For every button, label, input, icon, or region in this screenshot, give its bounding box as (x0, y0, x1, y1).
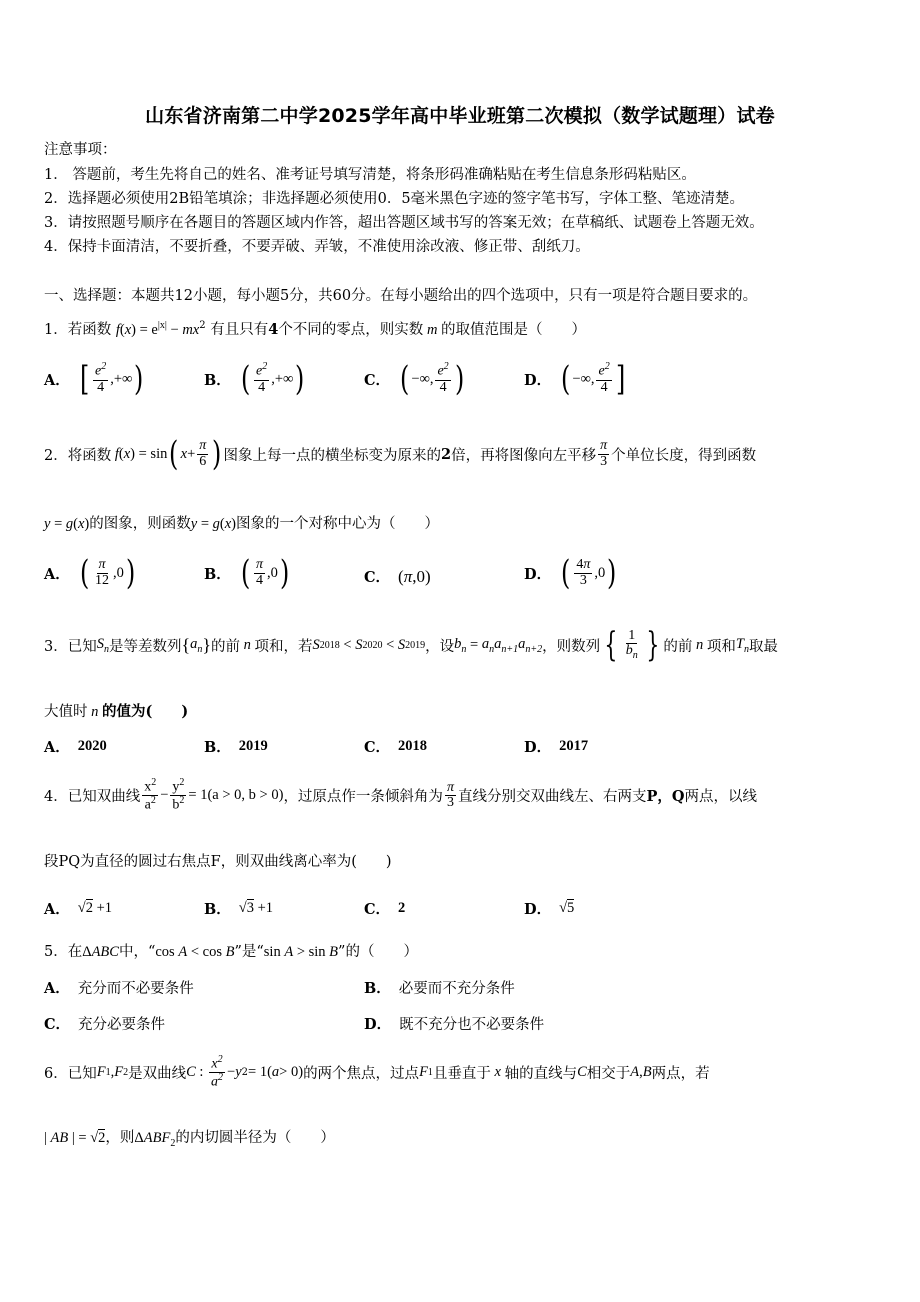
q1-option-b[interactable]: B． ( $\frac{e^2}{4}$ ,+∞ ) (204, 359, 305, 399)
section-heading: 一、选择题：本题共12小题，每小题5分，共60分。在每小题给出的四个选项中，只有一项是符合题目要求的。 (44, 288, 758, 304)
notice-item: 2．选择题必须使用2B铅笔填涂；非选择题必须使用0．5毫米黑色字迹的签字笔书写，字体工整、笔迹清楚。 (44, 191, 745, 207)
q5-option-d[interactable]: D． 既不充分也不必要条件 (364, 1016, 545, 1033)
q4-option-d[interactable]: D． √5 (524, 900, 575, 918)
question-6: 6．已知 F 1 , F 2 是双曲线 C : $\frac{x^2}{a^2}$ − y 2 = 1( a > 0) 的两个焦点，过点 F 1 且垂直于 x 轴的直线与 C 相交于 A , B 两点，若 (44, 1054, 710, 1090)
q4-option-c[interactable]: C． 2 (364, 900, 406, 918)
q2-option-a[interactable]: A． ( $\frac{\pi}{12}$ ,0 ) (44, 553, 136, 593)
question-3-line-2: 大值时 n 的值为( ) (44, 703, 189, 720)
q1-formula: f (115, 322, 120, 338)
q5-option-b[interactable]: B． 必要而不充分条件 (364, 980, 515, 997)
page-title: 山东省济南第二中学2025学年高中毕业班第二次模拟（数学试题理）试卷 (145, 105, 775, 127)
question-3: 3．已知 $S_n$ 是等差数列 { $a_n$ } 的前 n 项和，若 S 2018 < S 2020 < S 2019 ，设 $b_n$ = $a_na_{n+1}a_{n+2}$ ，则数列 { $\frac{1}{b_n}$ } 的前 n 项和 $T_n$ 取最 (44, 625, 778, 665)
q1-option-a[interactable]: A． [ $\frac{e^2}{4}$ ,+∞ ) (44, 359, 144, 399)
q2-option-c[interactable]: C． ( π ,0) (364, 566, 431, 586)
question-5: 5．在ΔABC中，“cos A < cos B”是“sin A > sin B”的（ ） (44, 944, 418, 960)
q1-option-d[interactable]: D． ( −∞, $\frac{e^2}{4}$ ] (524, 359, 625, 399)
question-2-line-2: y = g(x)的图象，则函数y = g(x)图象的一个对称中心为（ ） (44, 516, 439, 532)
q5-option-a[interactable]: A． 充分而不必要条件 (44, 980, 194, 997)
notice-item: 1． 答题前，考生先将自己的姓名、准考证号填写清楚，将条形码准确粘贴在考生信息条形码粘贴区。 (44, 167, 696, 183)
q1-option-c[interactable]: C． ( −∞, $\frac{e^2}{4}$ ) (364, 359, 464, 399)
q5-option-c[interactable]: C． 充分必要条件 (44, 1016, 166, 1033)
question-2: 2．将函数 f ( x ) = sin ( x + $\frac{\pi}{6}$ ) 图象上每一点的横坐标变为原来的 2 倍，再将图像向左平移 $\frac{\pi}{3}$ 个单位长度，得到函数 (44, 434, 757, 474)
notice-heading: 注意事项： (44, 142, 117, 158)
question-4: 4．已知双曲线 $\frac{x^2}{a^2}$ − $\frac{y^2}{b^2}$ = 1(a > 0, b > 0) ，过原点作一条倾斜角为 $\frac{\pi}{3}$ 直线分别交双曲线左、右两支 P，Q 两点，以线 (44, 777, 757, 813)
q4-option-b[interactable]: B． √3 +1 (204, 900, 274, 918)
q2-option-d[interactable]: D． ( $\frac{4\pi}{3}$ ,0 ) (524, 553, 617, 593)
question-4-line-2: 段PQ为直径的圆过右焦点F，则双曲线离心率为( ) (44, 854, 392, 870)
q1-prefix: 1．若函数 (44, 322, 112, 338)
question-1: 1．若函数 $f(x) = e^{|x|} - mx^2$ 有且只有4个不同的零点，则实数 m 的取值范围是（ ） (44, 320, 587, 338)
q3-option-d[interactable]: D． 2017 (524, 738, 589, 756)
notice-item: 3．请按照题号顺序在各题目的答题区域内作答，超出答题区域书写的答案无效；在草稿纸、试题卷上答题无效。 (44, 215, 764, 231)
q4-option-a[interactable]: A． √2 +1 (44, 900, 113, 918)
notice-item: 4．保持卡面清洁，不要折叠，不要弄破、弄皱，不准使用涂改液、修正带、刮纸刀。 (44, 239, 590, 255)
q3-option-b[interactable]: B． 2019 (204, 738, 268, 756)
q3-option-a[interactable]: A． 2020 (44, 738, 107, 756)
question-6-line-2: | AB | = √2，则$\Delta ABF_2$的内切圆半径为（ ） (44, 1130, 335, 1149)
q3-option-c[interactable]: C． 2018 (364, 738, 428, 756)
q2-option-b[interactable]: B． ( $\frac{\pi}{4}$ ,0 ) (204, 553, 290, 593)
